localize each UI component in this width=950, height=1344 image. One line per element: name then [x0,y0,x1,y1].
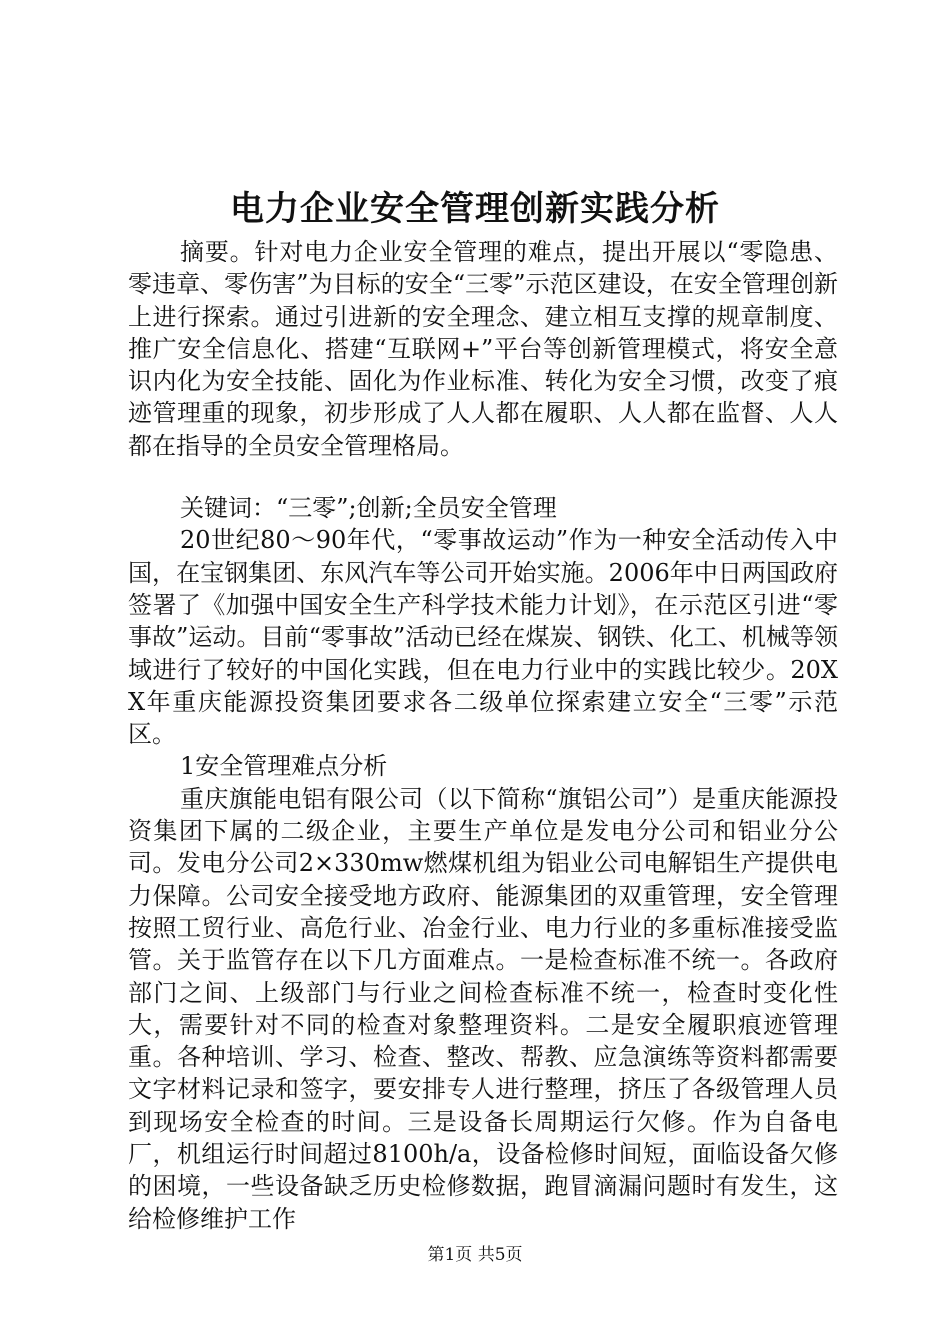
intro-paragraph: 20世纪80～90年代，“零事故运动”作为一种安全活动传入中国，在宝钢集团、东风汽车等公司开始实施。2006年中日两国政府签署了《加强中国安全生产科学技术能力计划》，在示范区引进“零事故”运动。目前“零事故”活动已经在煤炭、钢铁、化工、机械等领域进行了较好的中国化实践，但在电力行业中的实践比较少。20XX年重庆能源投资集团要求各二级单位探索建立安全“三零”示范区。 [128,526,838,749]
abstract-paragraph: 摘要。针对电力企业安全管理的难点，提出开展以“零隐患、零违章、零伤害”为目标的安全“三零”示范区建设，在安全管理创新上进行探索。通过引进新的安全理念、建立相互支撑的规章制度、推广安全信息化、搭建“互联网+”平台等创新管理模式，将安全意识内化为安全技能、固化为作业标准、转化为安全习惯，改变了痕迹管理重的现象，初步形成了人人都在履职、人人都在监督、人人都在指导的全员安全管理格局。 [128,238,838,460]
document-title: 电力企业安全管理创新实践分析 [230,189,720,229]
section-heading: 1安全管理难点分析 [180,752,388,781]
keywords-paragraph: 关键词：“三零”;创新;全员安全管理 [180,494,557,523]
document-body [128,236,838,1235]
body-paragraph: 重庆旗能电铝有限公司（以下简称“旗铝公司”）是重庆能源投资集团下属的二级企业，主要生产单位是发电分公司和铝业分公司。发电分公司2×330mw燃煤机组为铝业公司电解铝生产提供电力保障。公司安全接受地方政府、能源集团的双重管理，安全管理按照工贸行业、高危行业、冶金行业、电力行业的多重标准接受监管。关于监管存在以下几方面难点。一是检查标准不统一。各政府部门之间、上级部门与行业之间检查标准不统一，检查时变化性大，需要针对不同的检查对象整理资料。二是安全履职痕迹管理重。各种培训、学习、检查、整改、帮教、应急演练等资料都需要文字材料记录和签字，要安排专人进行整理，挤压了各级管理人员到现场安全检查的时间。三是设备长周期运行欠修。作为自备电厂，机组运行时间超过8100h/a，设备检修时间短，面临设备欠修的困境，一些设备缺乏历史检修数据，跑冒滴漏问题时有发生，这给检修维护工作 [128,784,838,1233]
page-number-footer: 第1页 共5页 [427,1245,523,1265]
paragraph-spacer [128,462,838,492]
